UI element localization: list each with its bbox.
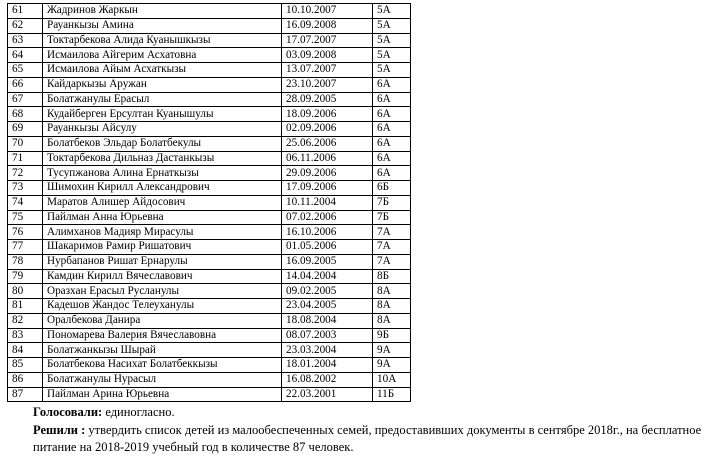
class-cell: 8А [373, 299, 411, 314]
birth-date-cell: 18.08.2004 [282, 313, 373, 328]
class-cell: 5А [373, 18, 411, 33]
birth-date-cell: 10.10.2007 [282, 4, 373, 19]
student-name-cell: Болатбеков Эльдар Болатбекулы [43, 136, 282, 151]
table-row [8, 210, 411, 225]
resolved-label: Решили : [33, 422, 86, 437]
voted-label: Голосовали: [33, 405, 103, 419]
row-number-cell: 69 [8, 122, 43, 137]
birth-date-cell: 29.09.2006 [282, 166, 373, 181]
birth-date-cell: 08.07.2003 [282, 328, 373, 343]
row-number-cell: 78 [8, 254, 43, 269]
birth-date-cell: 07.02.2006 [282, 210, 373, 225]
row-number-cell: 81 [8, 299, 43, 314]
row-number-cell: 84 [8, 343, 43, 358]
class-cell: 9Б [373, 328, 411, 343]
table-row [8, 107, 411, 122]
class-cell: 10А [373, 372, 411, 387]
table-row [8, 77, 411, 92]
row-number-cell: 67 [8, 92, 43, 107]
table-row [8, 92, 411, 107]
class-cell: 6А [373, 136, 411, 151]
birth-date-cell: 03.09.2008 [282, 48, 373, 63]
class-cell: 5А [373, 33, 411, 48]
row-number-cell: 72 [8, 166, 43, 181]
table-row [8, 195, 411, 210]
student-name-cell: Пономарева Валерия Вячеславовна [43, 328, 282, 343]
table-row [8, 48, 411, 63]
student-name-cell: Токтарбекова Дильназ Дастанкызы [43, 151, 282, 166]
row-number-cell: 70 [8, 136, 43, 151]
birth-date-cell: 01.05.2006 [282, 240, 373, 255]
class-cell: 7А [373, 240, 411, 255]
table-row [8, 328, 411, 343]
birth-date-cell: 10.11.2004 [282, 195, 373, 210]
table-row [8, 122, 411, 137]
row-number-cell: 62 [8, 18, 43, 33]
class-cell: 5А [373, 4, 411, 19]
student-name-cell: Исмаилова Айым Асхаткызы [43, 63, 282, 78]
table-row [8, 225, 411, 240]
class-cell: 7А [373, 254, 411, 269]
birth-date-cell: 18.01.2004 [282, 358, 373, 373]
table-row [8, 299, 411, 314]
table-row [8, 166, 411, 181]
row-number-cell: 73 [8, 181, 43, 196]
students-table [7, 3, 411, 402]
student-name-cell: Оразхан Ерасыл Русланулы [43, 284, 282, 299]
table-row [8, 387, 411, 402]
student-name-cell: Жадринов Жаркын [43, 4, 282, 19]
birth-date-cell: 02.09.2006 [282, 122, 373, 137]
birth-date-cell: 25.06.2006 [282, 136, 373, 151]
row-number-cell: 61 [8, 4, 43, 19]
class-cell: 11Б [373, 387, 411, 402]
student-name-cell: Кудайберген Ерсултан Куанышулы [43, 107, 282, 122]
row-number-cell: 65 [8, 63, 43, 78]
student-name-cell: Пайлман Арина Юрьевна [43, 387, 282, 402]
table-row [8, 136, 411, 151]
student-name-cell: Шакаримов Рамир Ришатович [43, 240, 282, 255]
class-cell: 6А [373, 77, 411, 92]
birth-date-cell: 16.08.2002 [282, 372, 373, 387]
birth-date-cell: 17.07.2007 [282, 33, 373, 48]
row-number-cell: 80 [8, 284, 43, 299]
row-number-cell: 74 [8, 195, 43, 210]
row-number-cell: 82 [8, 313, 43, 328]
decision-block [33, 404, 717, 457]
birth-date-cell: 28.09.2005 [282, 92, 373, 107]
row-number-cell: 64 [8, 48, 43, 63]
class-cell: 9А [373, 358, 411, 373]
class-cell: 6А [373, 107, 411, 122]
class-cell: 6А [373, 92, 411, 107]
table-row [8, 151, 411, 166]
student-name-cell: Алимханов Мадияр Мирасулы [43, 225, 282, 240]
class-cell: 7Б [373, 195, 411, 210]
table-row [8, 4, 411, 19]
student-name-cell: Рауанкызы Амина [43, 18, 282, 33]
class-cell: 6А [373, 122, 411, 137]
student-name-cell: Токтарбекова Алида Куанышкызы [43, 33, 282, 48]
student-name-cell: Болатбекова Насихат Болатбеккызы [43, 358, 282, 373]
row-number-cell: 83 [8, 328, 43, 343]
row-number-cell: 71 [8, 151, 43, 166]
student-name-cell: Болатжанулы Нурасыл [43, 372, 282, 387]
class-cell: 8А [373, 313, 411, 328]
class-cell: 7А [373, 225, 411, 240]
student-name-cell: Шимохин Кирилл Александрович [43, 181, 282, 196]
student-name-cell: Оралбекова Данира [43, 313, 282, 328]
resolved-paragraph [33, 422, 717, 457]
student-name-cell: Болатжанулы Ерасыл [43, 92, 282, 107]
student-name-cell: Нурбапанов Ришат Ернарулы [43, 254, 282, 269]
table-row [8, 18, 411, 33]
birth-date-cell: 23.03.2004 [282, 343, 373, 358]
table-row [8, 343, 411, 358]
birth-date-cell: 16.09.2008 [282, 18, 373, 33]
class-cell: 6Б [373, 181, 411, 196]
student-name-cell: Тусупжанова Алина Ернаткызы [43, 166, 282, 181]
row-number-cell: 76 [8, 225, 43, 240]
row-number-cell: 68 [8, 107, 43, 122]
table-row [8, 181, 411, 196]
student-name-cell: Кайдаркызы Аружан [43, 77, 282, 92]
birth-date-cell: 22.03.2001 [282, 387, 373, 402]
student-name-cell: Исмаилова Айгерим Асхатовна [43, 48, 282, 63]
voted-text: единогласно. [102, 405, 175, 419]
student-name-cell: Кадешов Жандос Телеуханулы [43, 299, 282, 314]
birth-date-cell: 18.09.2006 [282, 107, 373, 122]
class-cell: 5А [373, 63, 411, 78]
table-row [8, 313, 411, 328]
row-number-cell: 75 [8, 210, 43, 225]
student-name-cell: Рауанкызы Айсулу [43, 122, 282, 137]
class-cell: 5А [373, 48, 411, 63]
row-number-cell: 79 [8, 269, 43, 284]
student-name-cell: Маратов Алишер Айдосович [43, 195, 282, 210]
table-row [8, 372, 411, 387]
birth-date-cell: 16.10.2006 [282, 225, 373, 240]
birth-date-cell: 23.10.2007 [282, 77, 373, 92]
student-name-cell: Болатжанкызы Шырай [43, 343, 282, 358]
birth-date-cell: 14.04.2004 [282, 269, 373, 284]
voted-line [33, 404, 717, 422]
birth-date-cell: 13.07.2007 [282, 63, 373, 78]
birth-date-cell: 06.11.2006 [282, 151, 373, 166]
table-row [8, 358, 411, 373]
row-number-cell: 85 [8, 358, 43, 373]
class-cell: 7Б [373, 210, 411, 225]
table-row [8, 269, 411, 284]
table-row [8, 33, 411, 48]
row-number-cell: 77 [8, 240, 43, 255]
row-number-cell: 63 [8, 33, 43, 48]
class-cell: 6А [373, 166, 411, 181]
row-number-cell: 66 [8, 77, 43, 92]
row-number-cell: 86 [8, 372, 43, 387]
table-row [8, 284, 411, 299]
row-number-cell: 87 [8, 387, 43, 402]
class-cell: 9А [373, 343, 411, 358]
birth-date-cell: 17.09.2006 [282, 181, 373, 196]
class-cell: 8Б [373, 269, 411, 284]
table-row [8, 240, 411, 255]
students-table-body [8, 4, 411, 402]
class-cell: 6А [373, 151, 411, 166]
birth-date-cell: 23.04.2005 [282, 299, 373, 314]
student-name-cell: Пайлман Анна Юрьевна [43, 210, 282, 225]
resolved-text: утвердить список детей из малообеспеченных семей, предоставивших документы в сентябре 2018г., на бесплатное питание на 2018-2019 учебный год в количестве 87 человек. [33, 422, 702, 454]
birth-date-cell: 16.09.2005 [282, 254, 373, 269]
table-row [8, 63, 411, 78]
class-cell: 8А [373, 284, 411, 299]
table-row [8, 254, 411, 269]
birth-date-cell: 09.02.2005 [282, 284, 373, 299]
student-name-cell: Камдин Кирилл Вячеславович [43, 269, 282, 284]
